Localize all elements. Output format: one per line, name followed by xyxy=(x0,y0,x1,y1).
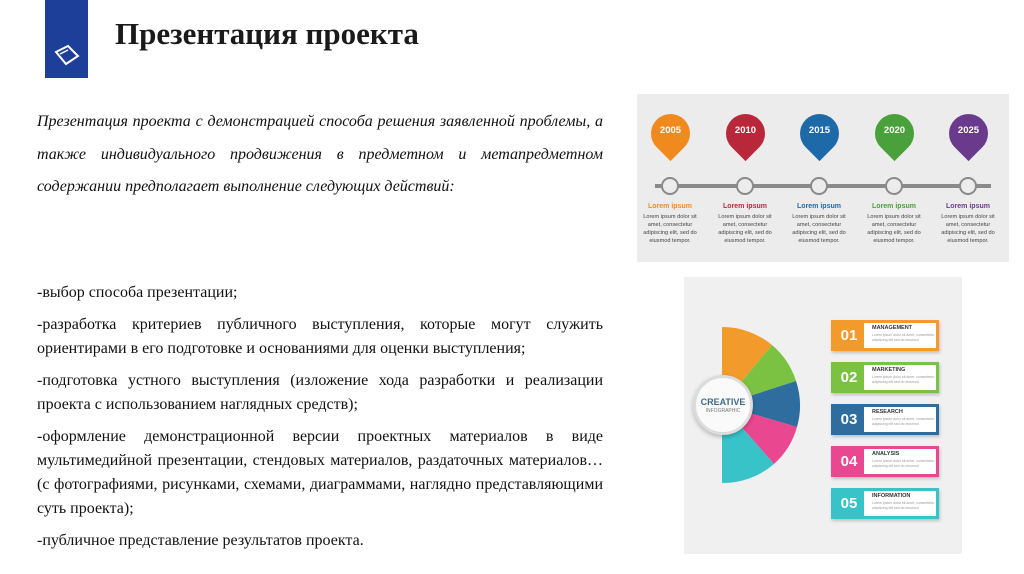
timeline-text: Lorem ipsum dolor sit amet, consectetur adipiscing elit, sed do eiusmod tempor. xyxy=(867,214,921,244)
info-card xyxy=(831,362,939,393)
card-title: MANAGEMENT xyxy=(872,325,913,331)
timeline-node xyxy=(959,177,977,195)
center-badge xyxy=(693,375,753,435)
timeline-heading: Lorem ipsum xyxy=(797,203,841,210)
info-card xyxy=(831,320,939,351)
page-title: Презентация проекта xyxy=(115,16,419,51)
timeline-year: 2025 xyxy=(957,125,980,136)
timeline-infographic xyxy=(637,94,1009,262)
logo-badge xyxy=(45,0,88,78)
card-text: Lorem ipsum dolor sit amet, consectetur adipiscing elit sed do eiusmod xyxy=(872,375,935,384)
timeline-year: 2020 xyxy=(883,125,906,136)
list-item: -выбор способа презентации; xyxy=(37,284,238,301)
card-title: INFORMATION xyxy=(872,493,911,499)
card-number: 03 xyxy=(834,407,864,432)
card-number: 01 xyxy=(834,323,864,348)
card-title: ANALYSIS xyxy=(872,451,900,457)
timeline-node xyxy=(885,177,903,195)
timeline-node xyxy=(661,177,679,195)
intro-paragraph: Презентация проекта с демонстрацией способа решения заявленной проблемы, а также индивидуального продвижения в предметном и метапредметном содержании предполагает выполнение следующих действий: xyxy=(37,113,603,195)
timeline-heading: Lorem ipsum xyxy=(872,203,916,210)
timeline-text: Lorem ipsum dolor sit amet, consectetur adipiscing elit, sed do eiusmod tempor. xyxy=(941,214,995,244)
center-title: CREATIVE xyxy=(700,397,746,407)
card-text: Lorem ipsum dolor sit amet, consectetur adipiscing elit sed do eiusmod xyxy=(872,501,935,510)
list-item: -разработка критериев публичного выступления, которые могут служить ориентирами в его подготовке и основаниями для оценки выступления; xyxy=(37,316,603,357)
card-number: 05 xyxy=(834,491,864,516)
timeline-node xyxy=(810,177,828,195)
timeline-heading: Lorem ipsum xyxy=(648,203,692,210)
document-icon xyxy=(54,44,80,66)
timeline-heading: Lorem ipsum xyxy=(946,203,990,210)
timeline-text: Lorem ipsum dolor sit amet, consectetur adipiscing elit, sed do eiusmod tempor. xyxy=(792,214,846,244)
card-number: 04 xyxy=(834,449,864,474)
info-card xyxy=(831,446,939,477)
card-number: 02 xyxy=(834,365,864,390)
action-list xyxy=(37,281,603,561)
creative-infographic xyxy=(684,277,962,554)
list-item: -публичное представление результатов проекта. xyxy=(37,532,364,549)
timeline-text: Lorem ipsum dolor sit amet, consectetur adipiscing elit, sed do eiusmod tempor. xyxy=(643,214,697,244)
center-subtitle: INFOGRAPHIC xyxy=(705,408,741,414)
info-card xyxy=(831,488,939,519)
card-title: RESEARCH xyxy=(872,409,903,415)
card-text: Lorem ipsum dolor sit amet, consectetur adipiscing elit sed do eiusmod xyxy=(872,333,935,342)
timeline-year: 2005 xyxy=(659,125,682,136)
timeline-text: Lorem ipsum dolor sit amet, consectetur adipiscing elit, sed do eiusmod tempor. xyxy=(718,214,772,244)
card-text: Lorem ipsum dolor sit amet, consectetur adipiscing elit sed do eiusmod xyxy=(872,417,935,426)
list-item: -подготовка устного выступления (изложение хода разработки и реализации проекта с использованием наглядных средств); xyxy=(37,372,603,413)
card-title: MARKETING xyxy=(872,367,906,373)
timeline-node xyxy=(736,177,754,195)
card-text: Lorem ipsum dolor sit amet, consectetur adipiscing elit sed do eiusmod xyxy=(872,459,935,468)
info-card xyxy=(831,404,939,435)
list-item: -оформление демонстрационной версии проектных материалов в виде мультимедийной презентации, стендовых материалов, раздаточных материалов…(с фотографиями, рисунками, схемами, диаграммами, наглядно представляющими суть проекта); xyxy=(37,428,603,517)
timeline-year: 2015 xyxy=(808,125,831,136)
timeline-year: 2010 xyxy=(734,125,757,136)
timeline-heading: Lorem ipsum xyxy=(723,203,767,210)
